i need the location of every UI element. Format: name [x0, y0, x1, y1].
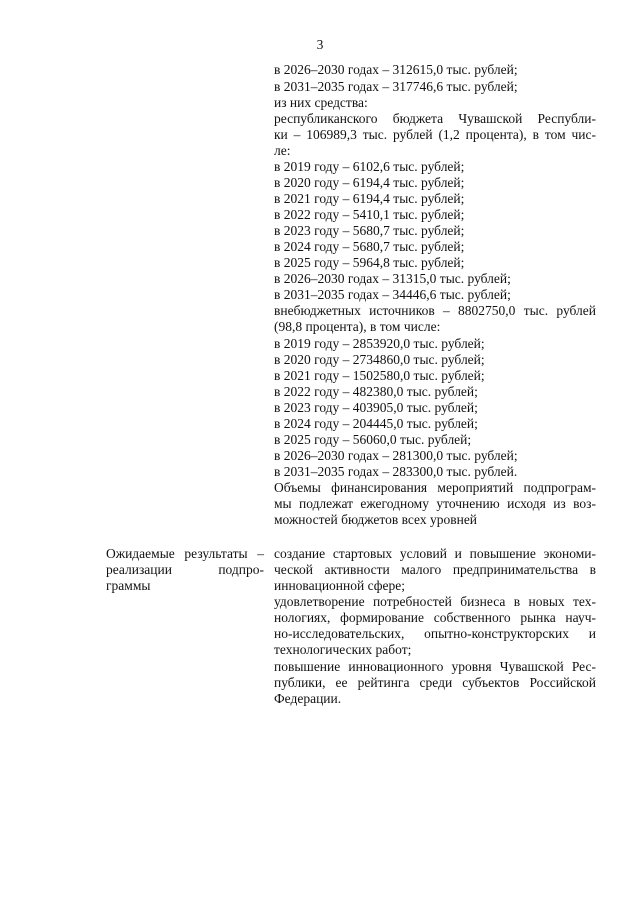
results-label-line: Ожидаемые результаты –: [106, 546, 264, 561]
results-line: технологических работ;: [274, 642, 412, 657]
financing-line: в 2031–2035 годах – 317746,6 тыс. рублей;: [274, 79, 518, 94]
financing-line: в 2020 году – 2734860,0 тыс. рублей;: [274, 352, 485, 367]
results-label-line: реализации подпро-: [106, 562, 264, 577]
financing-line: в 2021 году – 1502580,0 тыс. рублей;: [274, 368, 485, 383]
financing-line: можностей бюджетов всех уровней: [274, 512, 478, 527]
results-line: повышение инновационного уровня Чувашской Рес-: [274, 659, 596, 674]
results-line: нологиях, формирование собственного рынка науч-: [274, 610, 596, 625]
results-line: создание стартовых условий и повышение экономи-: [274, 546, 596, 561]
results-line: ческой активности малого предпринимательства в: [274, 562, 596, 577]
financing-line: Объемы финансирования мероприятий подпрограм-: [274, 480, 596, 495]
results-line: публики, ее рейтинга среди субъектов Российской: [274, 675, 596, 690]
financing-line: в 2022 году – 482380,0 тыс. рублей;: [274, 384, 478, 399]
financing-line: (98,8 процента), в том числе:: [274, 319, 441, 334]
financing-line: в 2025 году – 56060,0 тыс. рублей;: [274, 432, 472, 447]
financing-line: в 2020 году – 6194,4 тыс. рублей;: [274, 175, 465, 190]
financing-line: ле:: [274, 143, 291, 158]
financing-line: в 2025 году – 5964,8 тыс. рублей;: [274, 255, 465, 270]
financing-line: в 2031–2035 годах – 34446,6 тыс. рублей;: [274, 287, 511, 302]
results-line: но-исследовательских, опытно-конструкторских и: [274, 626, 596, 641]
financing-line: ки – 106989,3 тыс. рублей (1,2 процента), в том чис-: [274, 127, 596, 142]
financing-line: в 2022 году – 5410,1 тыс. рублей;: [274, 207, 465, 222]
financing-line: в 2021 году – 6194,4 тыс. рублей;: [274, 191, 465, 206]
financing-line: республиканского бюджета Чувашской Республи-: [274, 111, 596, 126]
financing-line: в 2019 году – 6102,6 тыс. рублей;: [274, 159, 465, 174]
financing-line: в 2031–2035 годах – 283300,0 тыс. рублей.: [274, 464, 518, 479]
results-line: удовлетворение потребностей бизнеса в новых тех-: [274, 594, 596, 609]
financing-line: из них средства:: [274, 95, 368, 110]
financing-line: мы подлежат ежегодному уточнению исходя из воз-: [274, 496, 596, 511]
financing-line: внебюджетных источников – 8802750,0 тыс. рублей: [274, 303, 596, 318]
financing-line: в 2026–2030 годах – 281300,0 тыс. рублей;: [274, 448, 518, 463]
financing-line: в 2023 году – 403905,0 тыс. рублей;: [274, 400, 478, 415]
financing-line: в 2024 году – 5680,7 тыс. рублей;: [274, 239, 465, 254]
results-label-line: граммы: [106, 578, 151, 593]
financing-line: в 2026–2030 годах – 312615,0 тыс. рублей;: [274, 62, 518, 77]
financing-line: в 2024 году – 204445,0 тыс. рублей;: [274, 416, 478, 431]
financing-line: в 2026–2030 годах – 31315,0 тыс. рублей;: [274, 271, 511, 286]
financing-line: в 2023 году – 5680,7 тыс. рублей;: [274, 223, 465, 238]
results-line: Федерации.: [274, 691, 342, 706]
financing-line: в 2019 году – 2853920,0 тыс. рублей;: [274, 336, 485, 351]
results-line: инновационной сфере;: [274, 578, 405, 593]
page-number: 3: [316, 37, 324, 52]
